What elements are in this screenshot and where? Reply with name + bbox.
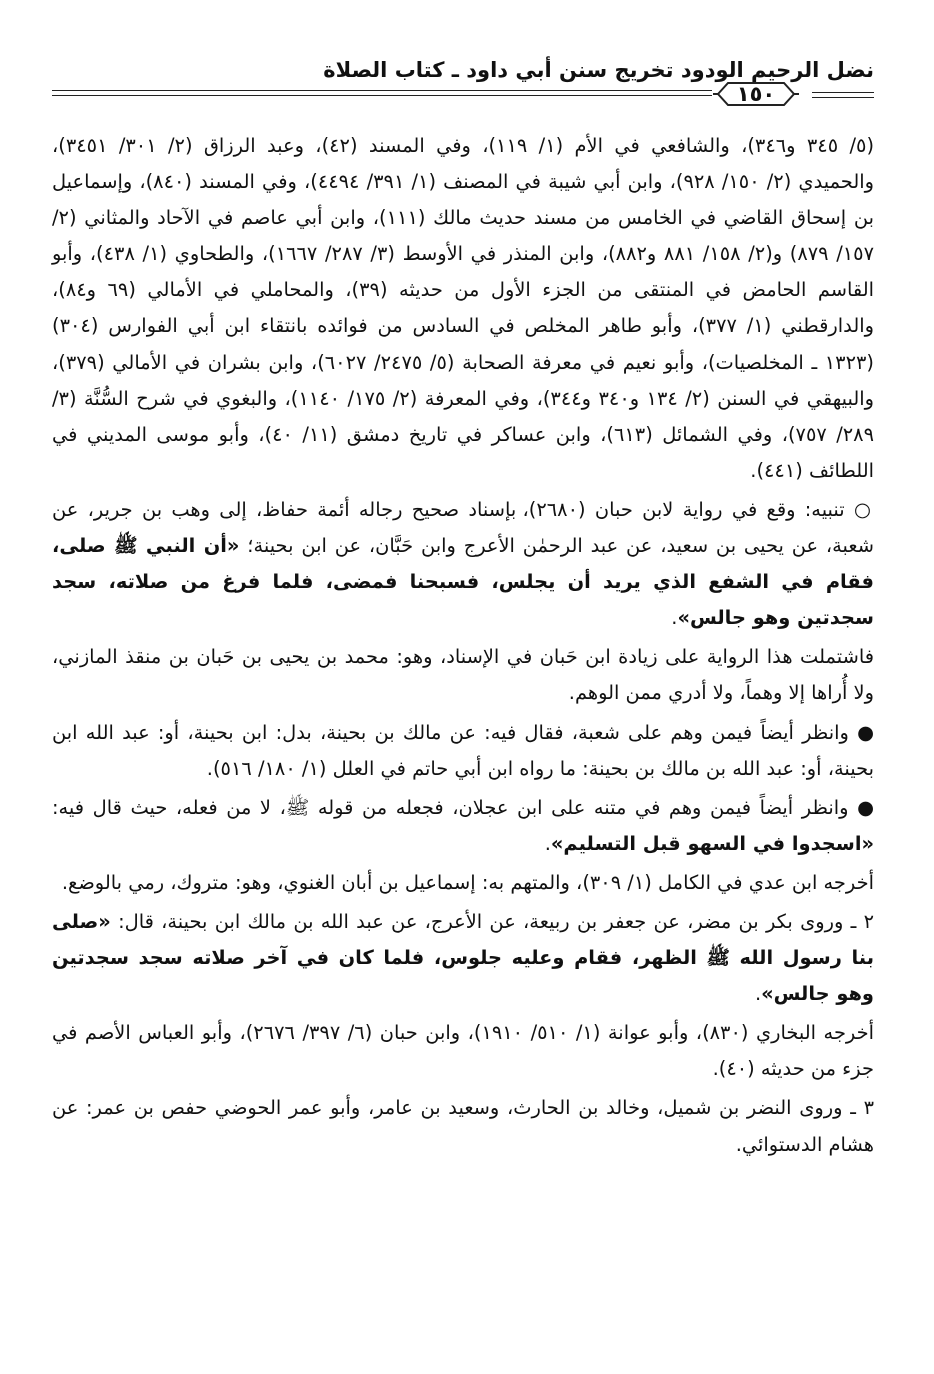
text-run: . bbox=[544, 831, 551, 855]
header-rule bbox=[812, 97, 874, 98]
text-run: ٢ ـ وروى بكر بن مضر، عن جعفر بن ربيعة، عن الأعرج، عن عبد الله بن مالك ابن بحينة، قال: bbox=[110, 909, 874, 933]
paragraph: فاشتملت هذا الرواية على زيادة ابن حَبان في الإسناد، وهو: محمد بن يحيى بن حَبان بن منقذ المازني، ولا أُراها إلا وهماً، ولا أدري ممن الوهم. bbox=[52, 645, 874, 705]
page-body bbox=[52, 128, 874, 1163]
header-rule bbox=[812, 92, 874, 93]
paragraph-bullet bbox=[52, 790, 874, 862]
page-number: ١٥٠ bbox=[736, 82, 776, 106]
paragraph: (٥/ ٣٤٥ و٣٤٦)، والشافعي في الأم (١/ ١١٩)، وفي المسند (٤٢)، وعبد الرزاق (٢/ ٣٠١/ ٣٤٥١)، والحميدي (٢/ ١٥٠/ ٩٢٨)، وابن أبي شيبة في المصنف (١/ ٣٩١/ ٤٤٩٤)، وفي المسند (٨٤٠)، وإسماعيل بن إسحاق القاضي في الخامس من مسند حديث مالك (١١١)، وابن أبي عاصم في الآحاد والمثاني (٢/ ١٥٧/ ٨٧٩) و(٢/ ١٥٨/ ٨٨١ و٨٨٢)، وابن المنذر في الأوسط (٣/ ٢٨٧/ ١٦٦٧)، والطحاوي (١/ ٤٣٨)، وأبو القاسم الحامض في المنتقى من الجزء الأول من حديثه (٣٩)، والمحاملي في الأمالي (٦٩ و٨٤)، والدارقطني (١/ ٣٧٧)، وأبو طاهر المخلص في السادس من فوائده بانتقاء ابن أبي الفوارس (٣٠٤) (١٣٢٣ ـ المخلصيات)، وأبو نعيم في معرفة الصحابة (٥/ ٢٤٧٥/ ٦٠٢٧)، وابن بشران في الأمالي (٣٧٩)، والبيهقي في السنن (٢/ ١٣٤ و٣٤٠ و٣٤٤)، وفي المعرفة (٢/ ١٧٥/ ١١٤٠)، والبغوي في شرح السُّنَّة (٣/ ٢٨٩/ ٧٥٧)، وفي الشمائل (٦١٣)، وابن عساكر في تاريخ دمشق (١١/ ٤٠)، وأبو موسى المديني في اللطائف (٤٤١). bbox=[52, 134, 875, 482]
hadith-quote: «صلى بنا رسول الله ﷺ الظهر، فقام وعليه جلوس، فلما كان في آخر صلاته سجد سجدتين وهو جالس» bbox=[52, 909, 874, 1006]
paragraph: أخرجه البخاري (٨٣٠)، وأبو عوانة (١/ ٥١٠/ ١٩١٠)، وابن حبان (٦/ ٣٩٧/ ٢٦٧٦)، وأبو العباس الأصم في جزء من حديثه (٤٠). bbox=[52, 1021, 875, 1081]
hadith-quote: «اسجدوا في السهو قبل التسليم» bbox=[550, 831, 874, 855]
text-run: . bbox=[754, 982, 762, 1006]
paragraph-numbered bbox=[52, 904, 874, 1012]
text-run: ● وانظر أيضاً فيمن وهم في متنه على ابن عجلان، فجعله من قوله ﷺ، لا من فعله، حيث قال فيه: bbox=[52, 795, 874, 819]
header-rule bbox=[52, 95, 712, 96]
text-run: ○ تنبيه: وقع في رواية لابن حبان (٢٦٨٠)، بإسناد صحيح رجاله أئمة حفاظ، إلى وهب بن جرير، عن شعبة، عن يحيى بن سعيد، عن عبد الرحمٰن الأعرج وابن حَبَّان، عن ابن بحينة؛ bbox=[52, 497, 874, 558]
header-rule bbox=[52, 90, 712, 91]
text-run: . bbox=[671, 606, 678, 630]
running-title: نضل الرحيم الودود تخريج سنن أبي داود ـ كتاب الصلاة bbox=[323, 58, 874, 82]
hadith-quote: «أن النبي ﷺ صلى، فقام في الشفع الذي يريد أن يجلس، فسبحنا فمضى، فلما فرغ من صلاته، سجد سجدتين وهو جالس» bbox=[52, 534, 874, 630]
paragraph-numbered: ٣ ـ وروى النضر بن شميل، وخالد بن الحارث، وسعيد بن عامر، وأبو عمر الحوضي حفص بن عمر: عن هشام الدستوائي. bbox=[52, 1096, 874, 1156]
paragraph-note bbox=[52, 492, 874, 636]
paragraph: أخرجه ابن عدي في الكامل (١/ ٣٠٩)، والمتهم به: إسماعيل بن أبان الغنوي، وهو: متروك، رمي بالوضع. bbox=[61, 870, 874, 894]
page-number-ornament bbox=[712, 78, 800, 110]
book-page bbox=[52, 40, 874, 1350]
paragraph-bullet: ● وانظر أيضاً فيمن وهم على شعبة، فقال فيه: عن مالك بن بحينة، بدل: ابن بحينة، أو: عبد الله ابن بحينة، أو: عبد الله بن مالك بن بحينة: ما رواه ابن أبي حاتم في العلل (١/ ١٨٠/ ٥١٦). bbox=[52, 720, 874, 780]
page-header bbox=[52, 40, 874, 120]
